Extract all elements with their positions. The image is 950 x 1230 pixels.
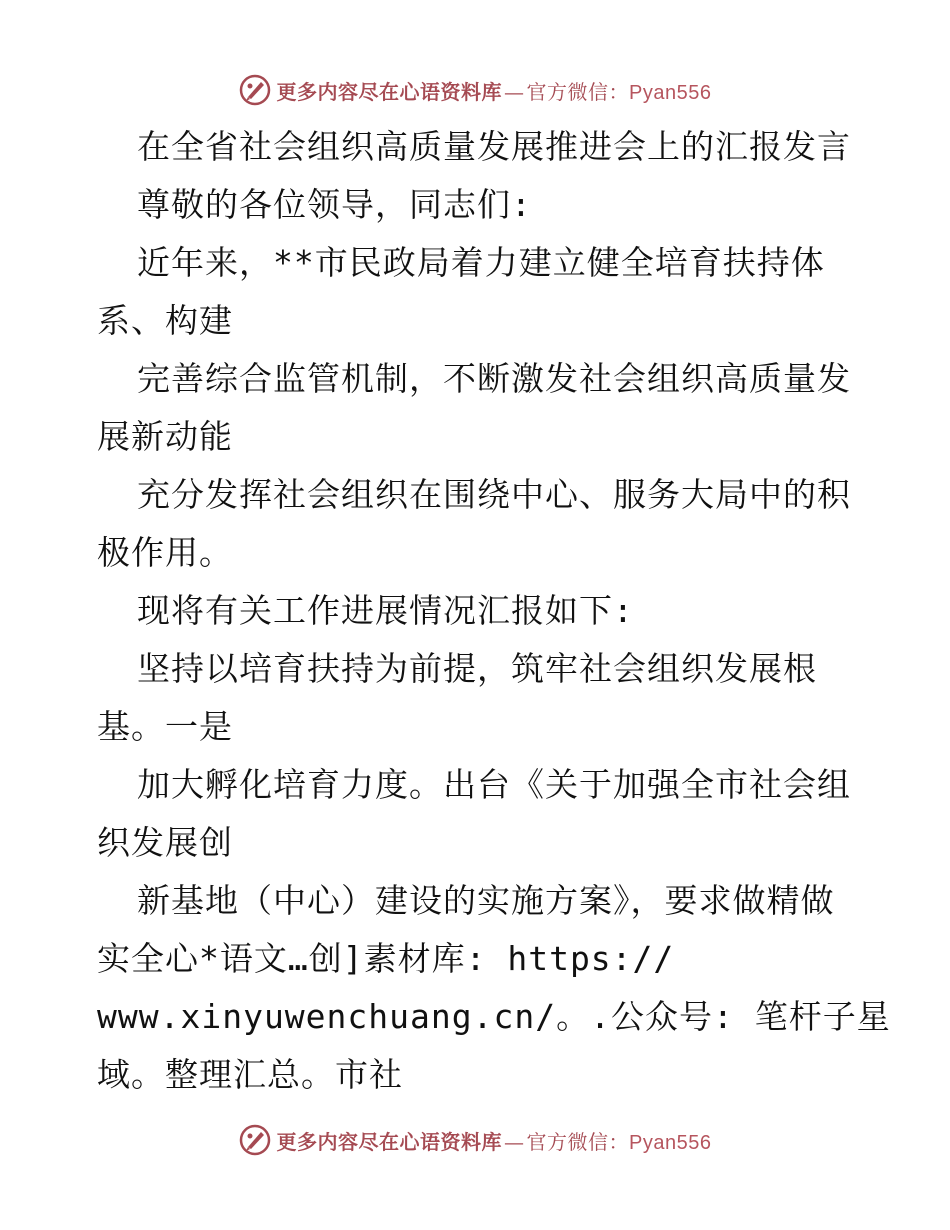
quill-seal-icon bbox=[239, 74, 271, 106]
banner-text: 更多内容尽在心语资料库 — 官方微信：Pyan556 bbox=[276, 1129, 712, 1154]
text-line: 基。一是 bbox=[97, 707, 233, 746]
text-line: 完善综合监管机制，不断激发社会组织高质量发 bbox=[137, 359, 851, 398]
quill-seal-icon bbox=[239, 1124, 271, 1156]
document-body bbox=[97, 118, 891, 1104]
text-line: 充分发挥社会组织在围绕中心、服务大局中的积 bbox=[137, 475, 851, 514]
text-line: 在全省社会组织高质量发展推进会上的汇报发言 bbox=[137, 127, 851, 166]
banner-text: 更多内容尽在心语资料库 — 官方微信：Pyan556 bbox=[276, 79, 712, 104]
text-line: 展新动能 bbox=[97, 417, 233, 456]
text-line: 近年来，**市民政局着力建立健全培育扶持体 bbox=[137, 243, 825, 282]
text-line: 新基地（中心）建设的实施方案》，要求做精做 bbox=[137, 881, 835, 920]
text-line: 域。整理汇总。市社 bbox=[97, 1055, 403, 1094]
text-line: 织发展创 bbox=[97, 823, 233, 862]
footer-banner[interactable] bbox=[0, 1120, 950, 1160]
text-line: 极作用。 bbox=[97, 533, 233, 572]
text-line: 系、构建 bbox=[97, 301, 233, 340]
text-line: 坚持以培育扶持为前提，筑牢社会组织发展根 bbox=[137, 649, 817, 688]
text-line: www.xinyuwenchuang.cn/。.公众号: 笔杆子星 bbox=[97, 997, 891, 1036]
text-line: 尊敬的各位领导，同志们: bbox=[137, 185, 532, 224]
text-line: 加大孵化培育力度。出台《关于加强全市社会组 bbox=[137, 765, 851, 804]
text-line: 现将有关工作进展情况汇报如下: bbox=[137, 591, 634, 630]
header-banner[interactable] bbox=[0, 70, 950, 110]
text-line: 实全心*语文…创]素材库: https:// bbox=[97, 939, 675, 978]
